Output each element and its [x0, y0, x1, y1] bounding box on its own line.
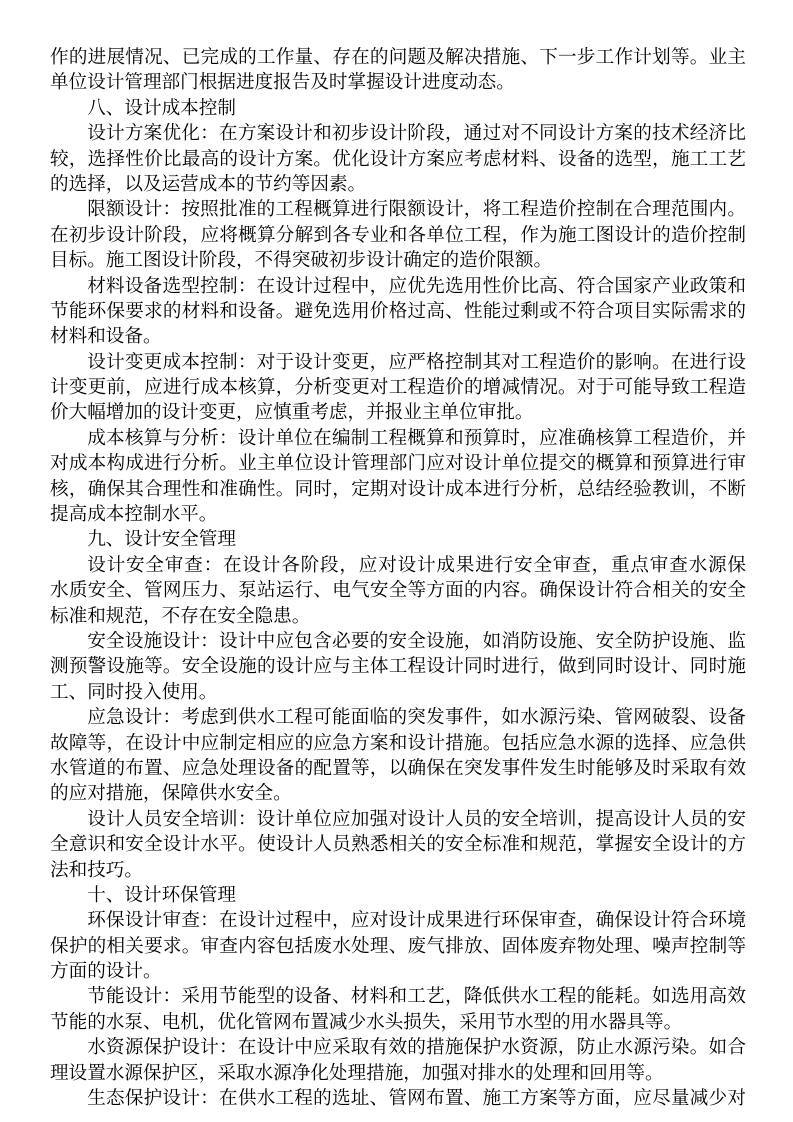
text-line: 水质安全、管网压力、泵站运行、电气安全等方面的内容。确保设计符合相关的安全: [50, 580, 746, 602]
text-line: 保护的相关要求。审查内容包括废水处理、废气排放、固体废弃物处理、噪声控制等: [50, 935, 746, 957]
paragraph: [50, 984, 746, 1035]
section-heading: 九、设计安全管理: [87, 529, 236, 551]
text-line: 的选择，以及运营成本的节约等因素。: [50, 173, 367, 195]
text-line: 设计人员安全培训：设计单位应加强对设计人员的安全培训，提高设计人员的安: [87, 808, 746, 830]
text-line: 目标。施工图设计阶段，不得突破初步设计确定的造价限额。: [50, 250, 553, 272]
text-line: 全意识和安全设计水平。使设计人员熟悉相关的安全标准和规范，掌握安全设计的方: [50, 834, 746, 856]
text-line: 法和技巧。: [50, 859, 143, 881]
paragraph: [50, 350, 746, 426]
section: [50, 527, 746, 882]
text-line: 理设置水源保护区，采取水源净化处理措施，加强对排水的处理和回用等。: [50, 1062, 664, 1084]
text-line: 安全设施设计：设计中应包含必要的安全设施，如消防设施、安全防护设施、监: [87, 630, 746, 652]
text-line: 设计变更成本控制：对于设计变更，应严格控制其对工程造价的影响。在进行设: [87, 351, 746, 373]
text-line: 标准和规范，不存在安全隐患。: [50, 605, 311, 627]
text-line: 成本核算与分析：设计单位在编制工程概算和预算时，应准确核算工程造价，并: [87, 427, 746, 449]
text-line: 生态保护设计：在供水工程的选址、管网布置、施工方案等方面，应尽量减少对: [87, 1088, 746, 1110]
paragraph: [50, 121, 746, 197]
text-line: 应急设计：考虑到供水工程可能面临的突发事件，如水源污染、管网破裂、设备: [87, 707, 746, 729]
text-line: 的应对措施，保障供水安全。: [50, 783, 292, 805]
text-line: 作的进展情况、已完成的工作量、存在的问题及解决措施、下一步工作计划等。业主: [50, 47, 746, 68]
text-line: 水管道的布置、应急处理设备的配置等，以确保在突发事件发生时能够及时采取有效: [50, 757, 746, 779]
paragraph: [50, 908, 746, 984]
text-line: 节能的水泵、电机，优化管网布置减少水头损失，采用节水型的用水器具等。: [50, 1011, 683, 1033]
section: [50, 883, 746, 1112]
text-line: 核，确保其合理性和准确性。同时，定期对设计成本进行分析，总结经验教训，不断: [50, 478, 746, 500]
paragraph: [50, 426, 746, 528]
text-line: 节能设计：采用节能型的设备、材料和工艺，降低供水工程的能耗。如选用高效: [87, 986, 746, 1008]
text-line: 在初步设计阶段，应将概算分解到各专业和各单位工程，作为施工图设计的造价控制: [50, 224, 746, 246]
section-heading: 十、设计环保管理: [87, 884, 236, 906]
text-line: 对成本构成进行分析。业主单位设计管理部门应对设计单位提交的概算和预算进行审: [50, 453, 746, 475]
paragraph: [50, 705, 746, 807]
text-line: 提高成本控制水平。: [50, 504, 218, 526]
text-line: 环保设计审查：在设计过程中，应对设计成果进行环保审查，确保设计符合环境: [87, 910, 746, 932]
text-line: 故障等，在设计中应制定相应的应急方案和设计措施。包括应急水源的选择、应急供: [50, 732, 746, 754]
text-line: 水资源保护设计：在设计中应采取有效的措施保护水资源，防止水源污染。如合: [87, 1037, 746, 1059]
text-line: 工、同时投入使用。: [50, 681, 218, 703]
text-line: 方面的设计。: [50, 961, 162, 983]
text-line: 材料设备选型控制：在设计过程中，应优先选用性价比高、符合国家产业政策和: [87, 275, 746, 297]
text-line: 限额设计：按照批准的工程概算进行限额设计，将工程造价控制在合理范围内。: [87, 199, 746, 221]
text-line: 设计安全审查：在设计各阶段，应对设计成果进行安全审查，重点审查水源保: [87, 554, 746, 576]
text-line: 单位设计管理部门根据进度报告及时掌握设计进度动态。: [50, 72, 515, 94]
paragraph: [50, 1086, 746, 1111]
paragraph: [50, 629, 746, 705]
text-line: 较，选择性价比最高的设计方案。优化设计方案应考虑材料、设备的选型，施工工艺: [50, 148, 746, 170]
text-line: 节能环保要求的材料和设备。避免选用价格过高、性能过剩或不符合项目实际需求的: [50, 300, 746, 322]
paragraph: [50, 274, 746, 350]
section: [50, 96, 746, 528]
paragraph: [50, 45, 746, 96]
text-line: 计变更前，应进行成本核算，分析变更对工程造价的增减情况。对于可能导致工程造: [50, 377, 746, 399]
paragraph: [50, 1035, 746, 1086]
text-line: 材料和设备。: [50, 326, 162, 348]
text-line: 设计方案优化：在方案设计和初步设计阶段，通过对不同设计方案的技术经济比: [87, 123, 746, 145]
paragraph: [50, 553, 746, 629]
text-line: 价大幅增加的设计变更，应慎重考虑，并报业主单位审批。: [50, 402, 534, 424]
paragraph: [50, 197, 746, 273]
paragraph: [50, 807, 746, 883]
document-page: [50, 45, 746, 1111]
section-heading: 八、设计成本控制: [87, 97, 236, 119]
text-line: 测预警设施等。安全设施的设计应与主体工程设计同时进行，做到同时设计、同时施: [50, 656, 746, 678]
